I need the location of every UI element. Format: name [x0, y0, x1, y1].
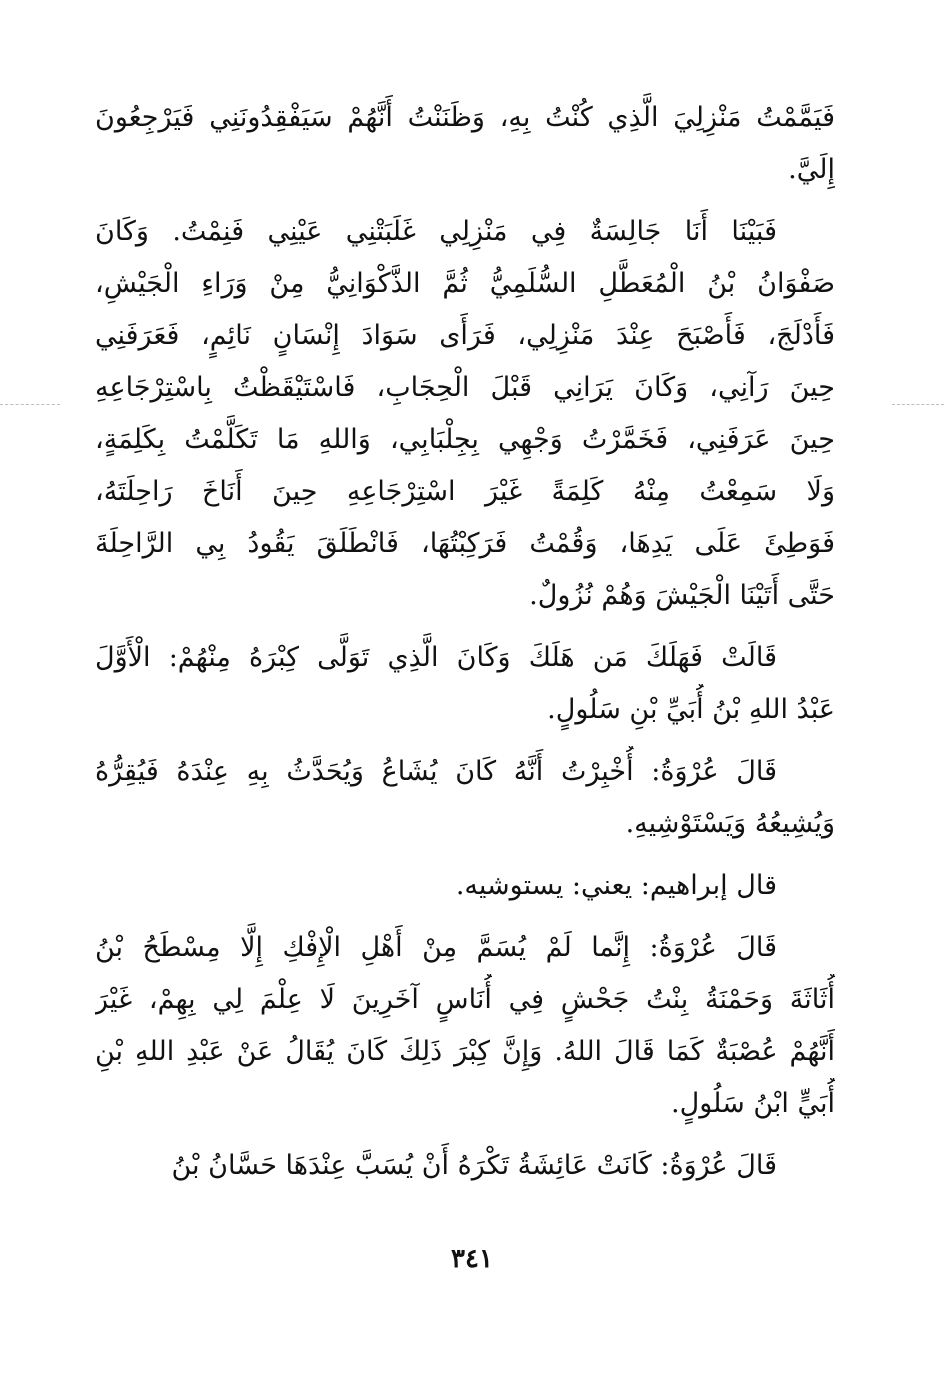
text-line: وَلَا سَمِعْتُ مِنْهُ كَلِمَةً غَيْرَ اسْتِرْجَاعِهِ حِينَ أَنَاخَ رَاحِلَتَهُ، [95, 476, 835, 507]
text-line: أُثَاثَةَ وَحَمْنَةُ بِنْتُ جَحْشٍ فِي أُنَاسٍ آخَرِينَ لَا عِلْمَ لِي بِهِمْ، غَيْرَ [95, 984, 835, 1015]
text-line: إِلَيَّ. [788, 154, 835, 185]
paragraph-gap [95, 850, 835, 860]
paragraph-gap [95, 736, 835, 746]
text-line: حِينَ رَآنِي، وَكَانَ يَرَانِي قَبْلَ الْحِجَابِ، فَاسْتَيْقَظْتُ بِاسْتِرْجَاعِهِ [95, 372, 835, 403]
text-line: فَيَمَّمْتُ مَنْزِلِيَ الَّذِي كُنْتُ بِهِ، وَظَنَنْتُ أَنَّهُمْ سَيَفْقِدُونَنِي فَيَرْجِعُونَ [95, 102, 835, 133]
text-line: قَالَتْ فَهَلَكَ مَن هَلَكَ وَكَانَ الَّذِي تَوَلَّى كِبْرَهُ مِنْهُمْ: الْأَوَّلَ [95, 642, 777, 673]
paragraph [95, 206, 835, 622]
text-line: قَالَ عُرْوَةُ: إِنَّما لَمْ يُسَمَّ مِنْ أَهْلِ الْإِفْكِ إِلَّا مِسْطَحُ بْنُ [95, 932, 777, 963]
text-line: أَنَّهُمْ عُصْبَةٌ كَمَا قَالَ اللهُ. وَإِنَّ كِبْرَ ذَلِكَ كَانَ يُقَالُ عَنْ عَبْدِ اللهِ بْنِ [95, 1036, 835, 1067]
paragraph [95, 92, 835, 196]
text-line: فَأَدْلَجَ، فَأَصْبَحَ عِنْدَ مَنْزِلِي، فَرَأَى سَوَادَ إِنْسَانٍ نَائِمٍ، فَعَرَفَنِي [95, 320, 835, 351]
text-line: فَبَيْنَا أَنَا جَالِسَةٌ فِي مَنْزِلِي غَلَبَتْنِي عَيْنِي فَنِمْتُ. وَكَانَ [95, 216, 777, 247]
paragraph [95, 632, 835, 736]
body-text [95, 92, 835, 1192]
text-line: عَبْدُ اللهِ بْنُ أُبَيِّ بْنِ سَلُولٍ. [547, 694, 835, 725]
scan-margin-mark-right [892, 404, 944, 406]
text-line: قال إبراهيم: يعني: يستوشيه. [455, 870, 777, 901]
text-line: صَفْوَانُ بْنُ الْمُعَطَّلِ السُّلَمِيُّ ثُمَّ الذَّكْوَانِيُّ مِنْ وَرَاءِ الْجَيْشِ، [95, 268, 835, 299]
paragraph [95, 1140, 835, 1192]
page-number: ٣٤١ [451, 1244, 493, 1274]
paragraph-gap [95, 912, 835, 922]
paragraph [95, 922, 835, 1130]
paragraph-gap [95, 622, 835, 632]
paragraph-gap [95, 1130, 835, 1140]
scan-margin-mark-left [0, 404, 60, 406]
paragraph-gap [95, 196, 835, 206]
text-line: قَالَ عُرْوَةُ: أُخْبِرْتُ أَنَّهُ كَانَ يُشَاعُ وَيُحَدَّثُ بِهِ عِنْدَهُ فَيُقِرُّهُ [95, 756, 777, 787]
text-line: حَتَّى أَتَيْنَا الْجَيْشَ وَهُمْ نُزُولٌ. [529, 580, 835, 611]
paragraph [95, 746, 835, 850]
text-line: فَوَطِئَ عَلَى يَدِهَا، وَقُمْتُ فَرَكِبْتُهَا، فَانْطَلَقَ يَقُودُ بِي الرَّاحِلَةَ [95, 528, 835, 559]
text-line: قَالَ عُرْوَةُ: كَانَتْ عَائِشَةُ تَكْرَهُ أَنْ يُسَبَّ عِنْدَهَا حَسَّانُ بْنُ [171, 1150, 777, 1181]
text-line: أُبَيٍّ ابْنُ سَلُولٍ. [671, 1088, 835, 1119]
paragraph [95, 860, 835, 912]
text-line: وَيُشِيعُهُ وَيَسْتَوْشِيهِ. [625, 808, 835, 839]
text-line: حِينَ عَرَفَنِي، فَخَمَّرْتُ وَجْهِي بِجِلْبَابِي، وَاللهِ مَا تَكَلَّمْتُ بِكَلِمَةٍ، [95, 424, 835, 455]
